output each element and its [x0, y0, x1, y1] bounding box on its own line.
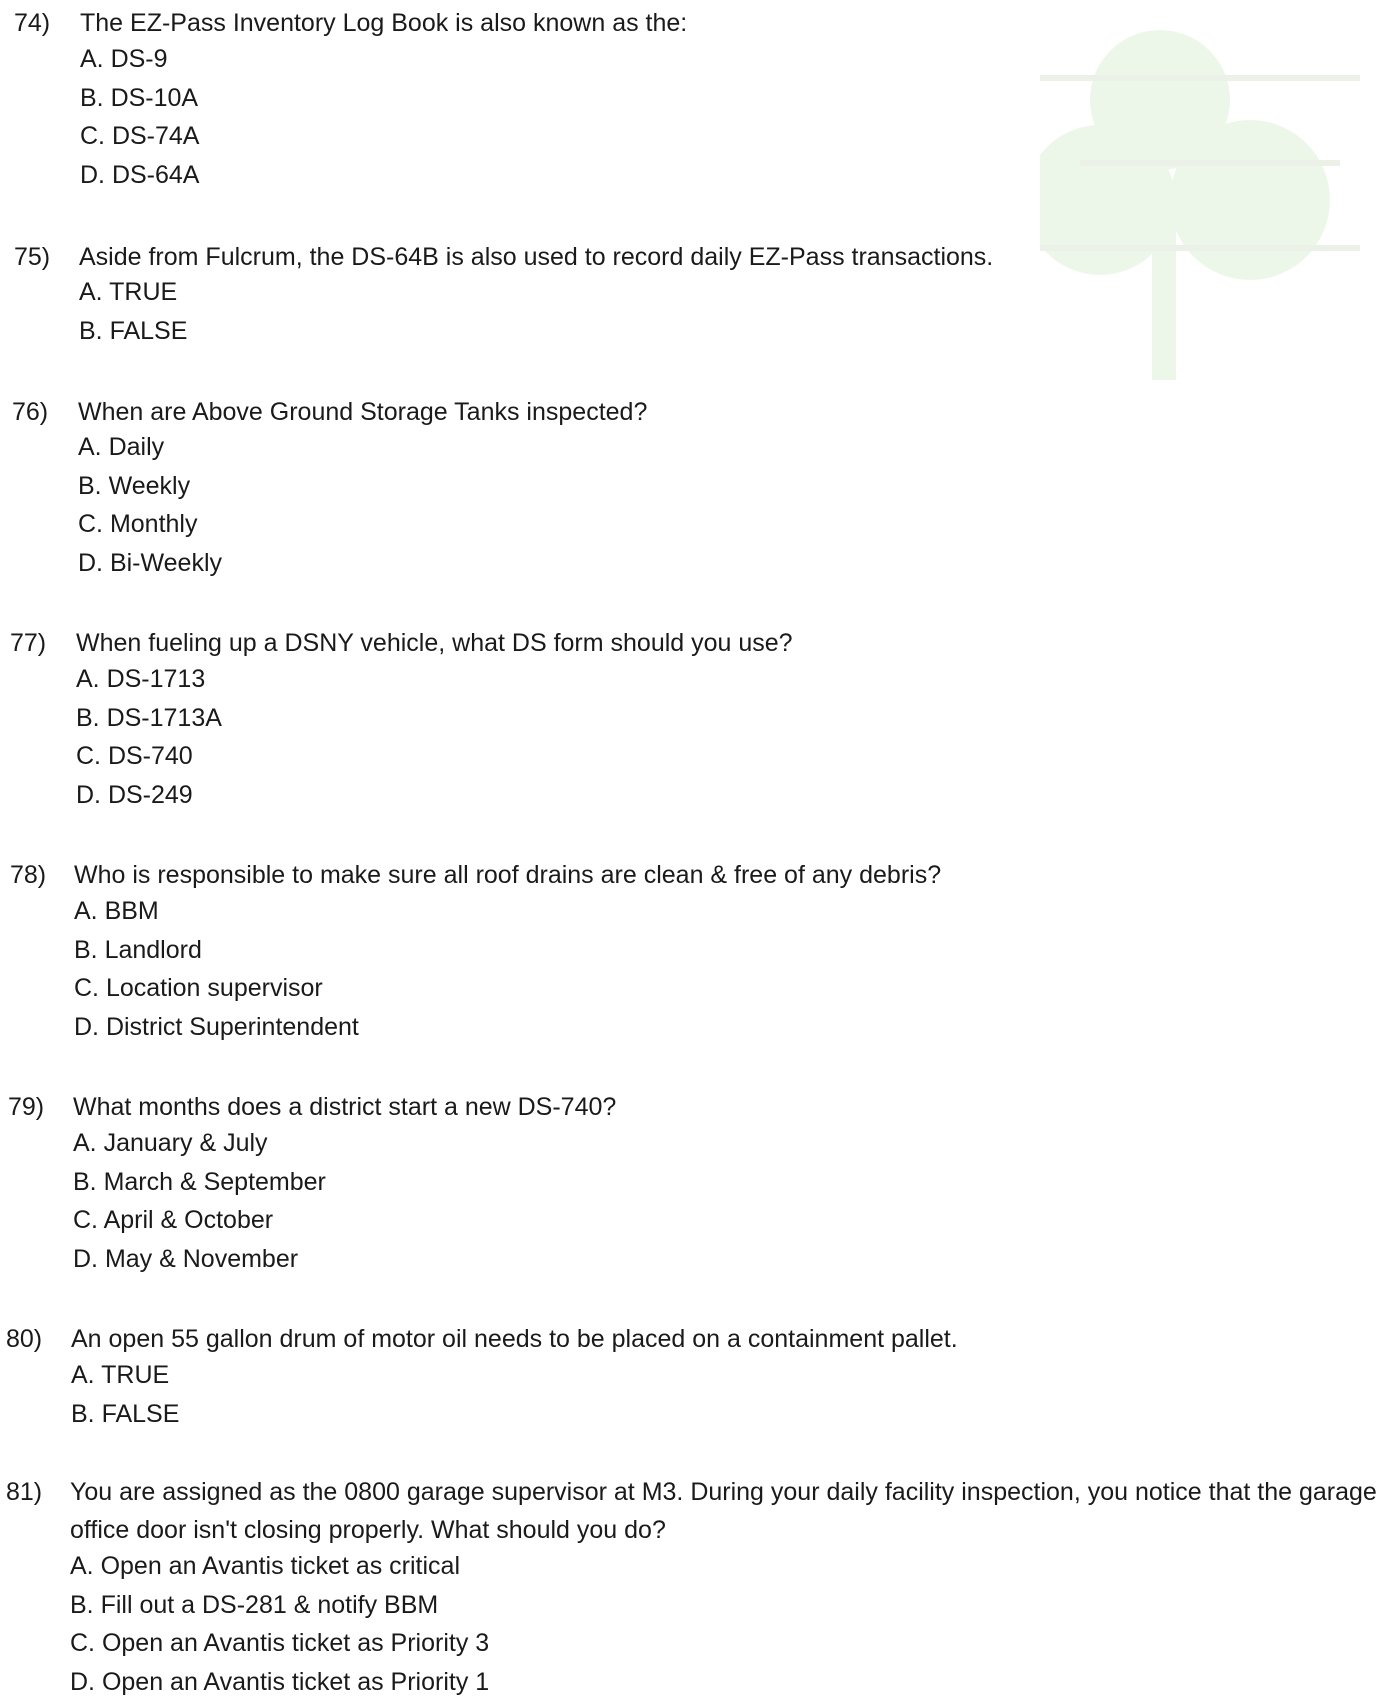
answer-option-d[interactable]: D. DS-64A — [80, 156, 199, 195]
answer-option-c[interactable]: C. DS-740 — [76, 737, 222, 776]
answer-option-b[interactable]: B. Landlord — [74, 931, 359, 970]
answer-option-d[interactable]: D. DS-249 — [76, 776, 222, 815]
answer-option-d[interactable]: D. District Superintendent — [74, 1008, 359, 1047]
question-text: You are assigned as the 0800 garage supervisor at M3. During your daily facility inspection, you notice that the garage office door isn't closing properly. What should you do? — [70, 1473, 1392, 1549]
answer-option-c[interactable]: C. April & October — [73, 1201, 326, 1240]
answer-option-d[interactable]: D. May & November — [73, 1240, 326, 1279]
question-number: 78) — [10, 860, 46, 890]
answer-option-a[interactable]: A. January & July — [73, 1124, 326, 1163]
question-text: When are Above Ground Storage Tanks inspected? — [78, 393, 647, 431]
answer-option-a[interactable]: A. TRUE — [71, 1356, 179, 1395]
watermark-shamrock-icon — [1040, 20, 1360, 400]
answer-options — [79, 273, 187, 350]
question-number: 79) — [8, 1092, 44, 1122]
answer-option-b[interactable]: B. FALSE — [71, 1395, 179, 1434]
question-number: 80) — [6, 1324, 42, 1354]
answer-options — [76, 660, 222, 814]
question-text: When fueling up a DSNY vehicle, what DS form should you use? — [76, 624, 793, 662]
answer-option-a[interactable]: A. DS-1713 — [76, 660, 222, 699]
answer-option-d[interactable]: D. Bi-Weekly — [78, 544, 222, 583]
answer-option-b[interactable]: B. FALSE — [79, 312, 187, 351]
answer-option-d[interactable]: D. Open an Avantis ticket as Priority 1 — [70, 1663, 489, 1701]
answer-options — [80, 40, 199, 194]
answer-option-b[interactable]: B. March & September — [73, 1163, 326, 1202]
answer-option-a[interactable]: A. BBM — [74, 892, 359, 931]
question-text: Who is responsible to make sure all roof drains are clean & free of any debris? — [74, 856, 941, 894]
question-number: 74) — [14, 8, 50, 38]
answer-options — [71, 1356, 179, 1433]
answer-option-a[interactable]: A. TRUE — [79, 273, 187, 312]
answer-option-b[interactable]: B. Weekly — [78, 467, 222, 506]
question-number: 75) — [14, 242, 50, 272]
question-text: What months does a district start a new DS-740? — [73, 1088, 616, 1126]
answer-options — [78, 428, 222, 582]
question-text: An open 55 gallon drum of motor oil needs to be placed on a containment pallet. — [71, 1320, 958, 1358]
answer-option-c[interactable]: C. Location supervisor — [74, 969, 359, 1008]
answer-option-c[interactable]: C. Open an Avantis ticket as Priority 3 — [70, 1624, 489, 1663]
answer-option-c[interactable]: C. DS-74A — [80, 117, 199, 156]
answer-option-b[interactable]: B. DS-10A — [80, 79, 199, 118]
answer-option-a[interactable]: A. Daily — [78, 428, 222, 467]
answer-options — [74, 892, 359, 1046]
answer-option-b[interactable]: B. DS-1713A — [76, 699, 222, 738]
answer-option-a[interactable]: A. DS-9 — [80, 40, 199, 79]
answer-option-c[interactable]: C. Monthly — [78, 505, 222, 544]
answer-option-b[interactable]: B. Fill out a DS-281 & notify BBM — [70, 1586, 489, 1625]
question-text: Aside from Fulcrum, the DS-64B is also used to record daily EZ-Pass transactions. — [79, 238, 993, 276]
question-number: 81) — [6, 1477, 42, 1507]
answer-option-a[interactable]: A. Open an Avantis ticket as critical — [70, 1547, 489, 1586]
answer-options — [70, 1547, 489, 1701]
question-number: 77) — [10, 628, 46, 658]
answer-options — [73, 1124, 326, 1278]
question-number: 76) — [12, 397, 48, 427]
question-text: The EZ-Pass Inventory Log Book is also known as the: — [80, 4, 687, 42]
